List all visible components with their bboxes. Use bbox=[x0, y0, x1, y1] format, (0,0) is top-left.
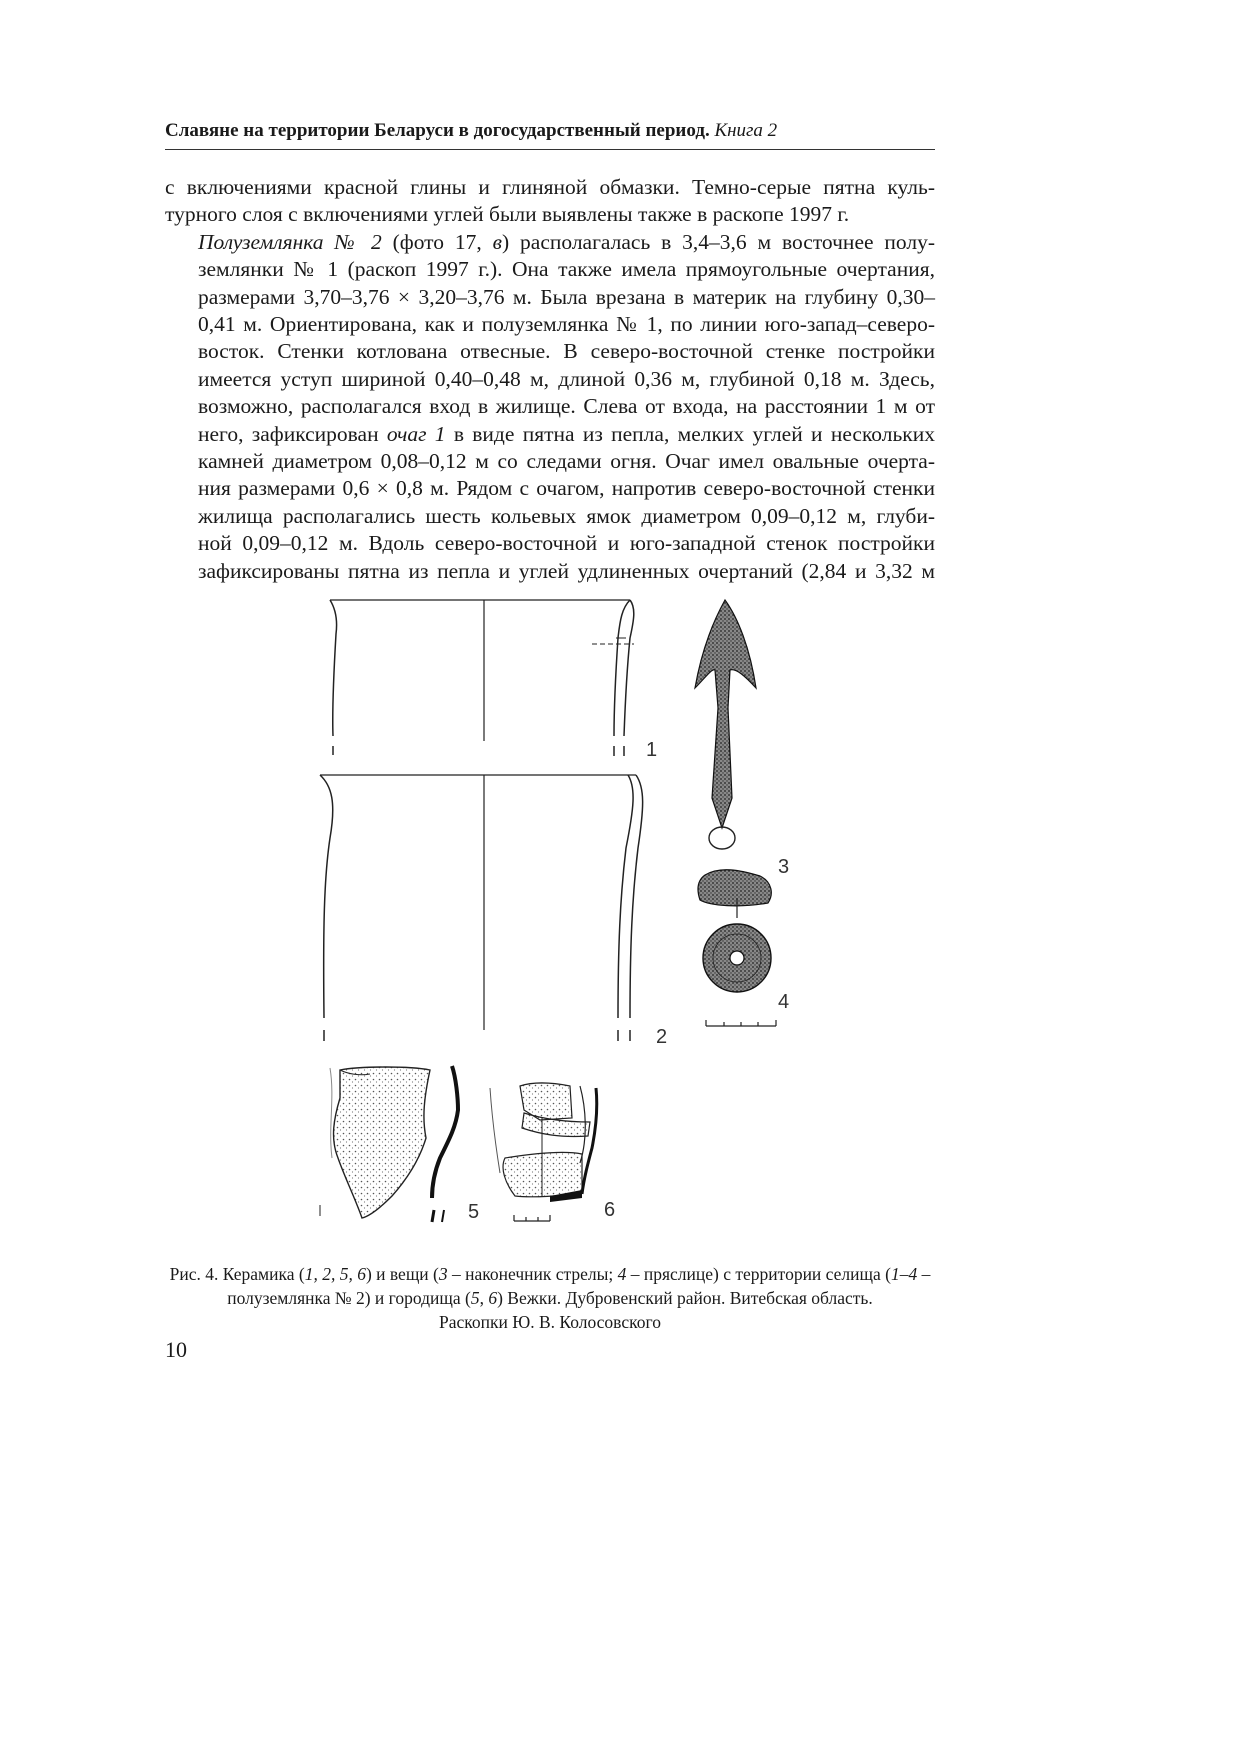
figure-label: 4 bbox=[778, 991, 790, 1013]
text-line: восток. Стенки котлована отвесные. В северо-восточной стенке постройки bbox=[198, 339, 935, 364]
caption-line-1 bbox=[165, 1262, 935, 1310]
caption-line-2: Раскопки Ю. В. Колосовского bbox=[439, 1312, 661, 1332]
text-line: 0,41 м. Ориентирована, как и полуземлянка № 1, по линии юго-запад–северо- bbox=[198, 312, 935, 337]
text-line: ния размерами 0,6 × 0,8 м. Рядом с очагом, напротив северо-восточной стенки bbox=[198, 476, 935, 501]
caption-fragment: ) и вещи ( bbox=[365, 1264, 439, 1284]
text-line: имеется уступ шириной 0,40–0,48 м, длиной 0,36 м, глубиной 0,18 м. Здесь, bbox=[198, 366, 935, 391]
text-line: зафиксированы пятна из пепла и углей удлиненных очертаний (2,84 и 3,32 м bbox=[198, 558, 935, 583]
vessel-1-drawing bbox=[330, 600, 634, 756]
caption-fragment-italic: 6 bbox=[488, 1288, 498, 1308]
caption-fragment: Рис. 4. Керамика ( bbox=[169, 1264, 305, 1284]
text-line bbox=[165, 229, 935, 256]
text-fragment: в виде пятна из пепла, мелких углей и нескольких bbox=[445, 421, 935, 446]
text-line: жилища располагались шесть кольевых ямок диаметром 0,09–0,12 м, глуби- bbox=[198, 503, 935, 528]
text-line: размерами 3,70–3,76 × 3,20–3,76 м. Была врезана в материк на глубину 0,30– bbox=[198, 284, 935, 309]
text-line: турного слоя с включениями углей были выявлены также в раскопе 1997 г. bbox=[165, 202, 850, 227]
arrowhead-drawing bbox=[695, 600, 756, 849]
caption-fragment-italic: 1–4 bbox=[890, 1264, 918, 1284]
text-line: возможно, располагался вход в жилище. Слева от входа, на расстоянии 1 м от bbox=[198, 394, 935, 419]
figure-drawing bbox=[300, 598, 820, 1248]
text-fragment: (фото 17, bbox=[381, 229, 493, 254]
caption-fragment: – пряслице) с территории селища ( bbox=[626, 1264, 891, 1284]
header-title: Славяне на территории Беларуси в догосударственный период. bbox=[165, 120, 710, 141]
text-line: с включениями красной глины и глиняной обмазки. Темно-серые пятна куль- bbox=[165, 175, 935, 199]
caption-fragment-italic: 1, 2, 5, 6 bbox=[304, 1264, 366, 1284]
caption-fragment-italic: 3 bbox=[438, 1264, 448, 1284]
caption-fragment-italic: 4 bbox=[617, 1264, 627, 1284]
figure-label: 3 bbox=[778, 856, 790, 878]
figure-label: 5 bbox=[468, 1201, 480, 1223]
hearth-term: очаг 1 bbox=[386, 421, 446, 446]
figure-4 bbox=[300, 598, 820, 1248]
text-fragment: ) располагалась в 3,4–3,6 м восточнее полу- bbox=[502, 229, 935, 254]
figure-label: 6 bbox=[604, 1199, 616, 1221]
text-line: камней диаметром 0,08–0,12 м со следами огня. Очаг имел овальные очерта- bbox=[198, 449, 935, 474]
text-fragment-italic: в bbox=[492, 229, 502, 254]
vessel-6-drawing bbox=[490, 1083, 597, 1221]
caption-fragment-italic: 5 bbox=[470, 1288, 480, 1308]
caption-fragment: , bbox=[479, 1288, 489, 1308]
spindle-whorl-drawing bbox=[698, 870, 776, 1026]
header-book: Книга 2 bbox=[714, 120, 778, 141]
text-fragment: него, зафиксирован bbox=[198, 421, 387, 446]
text-line bbox=[165, 421, 935, 448]
body-text bbox=[165, 174, 935, 585]
dwelling-title: Полуземлянка № 2 bbox=[198, 229, 382, 254]
caption-fragment: – наконечник стрелы; bbox=[447, 1264, 618, 1284]
figure-label: 1 bbox=[646, 739, 658, 761]
figure-label: 2 bbox=[656, 1026, 668, 1048]
text-line: ной 0,09–0,12 м. Вдоль северо-восточной и юго-западной стенок постройки bbox=[198, 531, 935, 556]
page-number: 10 bbox=[165, 1337, 187, 1362]
text-line: землянки № 1 (раскоп 1997 г.). Она также имела прямоугольные очертания, bbox=[198, 257, 935, 282]
vessel-2-drawing bbox=[320, 775, 643, 1041]
vessel-5-drawing bbox=[320, 1066, 458, 1222]
paragraph-1 bbox=[165, 174, 935, 229]
running-header bbox=[165, 118, 935, 144]
figure-caption bbox=[165, 1262, 935, 1334]
paragraph-2 bbox=[165, 229, 935, 585]
header-rule bbox=[165, 149, 935, 150]
caption-fragment: ) Вежки. Дубровенский район. Витебская область. bbox=[497, 1288, 873, 1308]
caption-fragment: – полуземлянка № 2) и городища ( bbox=[227, 1264, 931, 1308]
